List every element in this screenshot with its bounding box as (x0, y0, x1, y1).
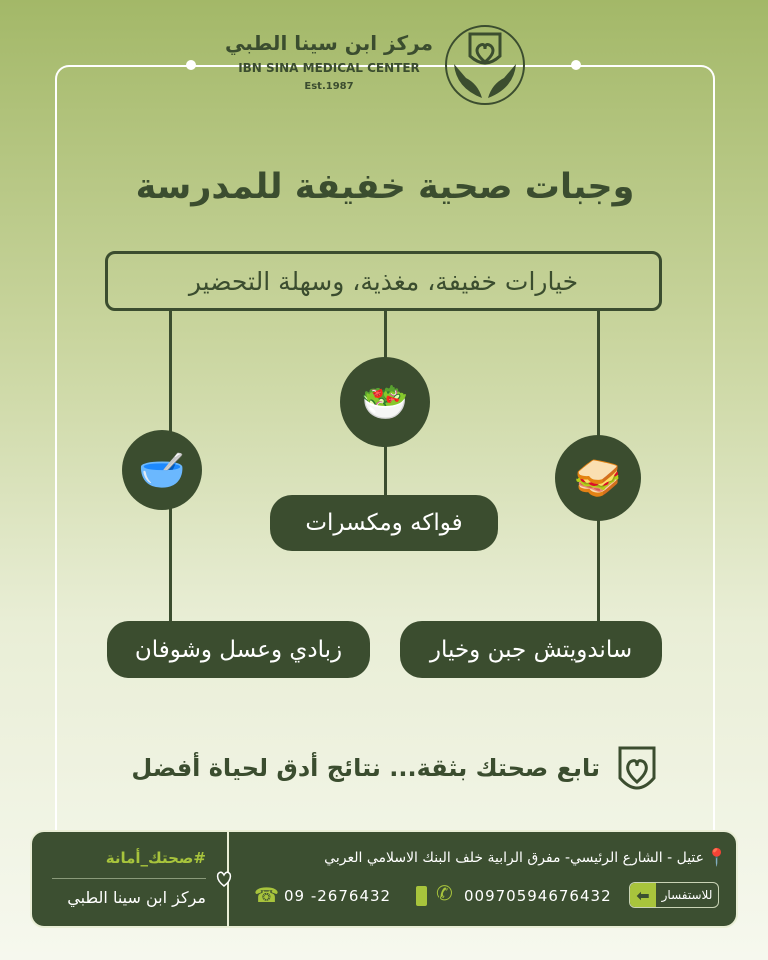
heart-icon (216, 870, 232, 888)
arrow-left-icon: ⬅ (630, 883, 656, 907)
logo-established: Est.1987 (304, 81, 354, 92)
hashtag: #صحتك_أمانة (105, 849, 206, 867)
logo-name-arabic: مركز ابن سينا الطبي (225, 31, 433, 55)
subtitle-banner (105, 251, 662, 311)
logo-name-english: IBN SINA MEDICAL CENTER (238, 61, 420, 75)
center-name: مركز ابن سينا الطبي (67, 888, 206, 907)
inquiry-label: للاستفسار (661, 888, 713, 902)
emoji: 🥣 (138, 447, 186, 492)
mobile-icon (416, 886, 427, 906)
subtitle-text: خيارات خفيفة، مغذية، وسهلة التحضير (188, 266, 579, 296)
item-label: زبادي وعسل وشوفان (134, 636, 343, 663)
footer-contact-bar (30, 830, 738, 928)
mobile-number[interactable]: 00970594676432 (464, 887, 612, 905)
yogurt-bowl-icon (122, 430, 202, 510)
page-title: وجبات صحية خفيفة للمدرسة (135, 167, 635, 207)
emoji: 🥗 (361, 379, 409, 424)
divider (52, 878, 206, 879)
location-pin-icon: 📍 (706, 848, 728, 868)
item-fruits-nuts (270, 495, 498, 551)
whatsapp-icon: ✆ (436, 881, 453, 905)
item-label: ساندويتش جبن وخيار (429, 636, 633, 663)
address: عتيل - الشارع الرئيسي- مفرق الرابية خلف البنك الاسلامي العربي (324, 850, 704, 866)
heart-shield-icon (612, 742, 662, 800)
inquiry-button[interactable] (629, 882, 719, 908)
item-cheese-cucumber-sandwich (400, 621, 662, 678)
tagline: تابع صحتك بثقة... نتائج أدق لحياة أفضل (131, 754, 600, 782)
fruit-nut-bowl-icon (340, 357, 430, 447)
emoji: 🥪 (574, 455, 622, 500)
frame-dot (186, 60, 196, 70)
landline-number[interactable]: 09 -2676432 (284, 887, 392, 905)
sandwich-icon (555, 435, 641, 521)
phone-icon: ☎ (254, 883, 279, 907)
logo-heart-hands-icon (440, 24, 530, 106)
frame-dot (571, 60, 581, 70)
item-yogurt-honey-oats (107, 621, 370, 678)
item-label: فواكه ومكسرات (305, 510, 463, 536)
